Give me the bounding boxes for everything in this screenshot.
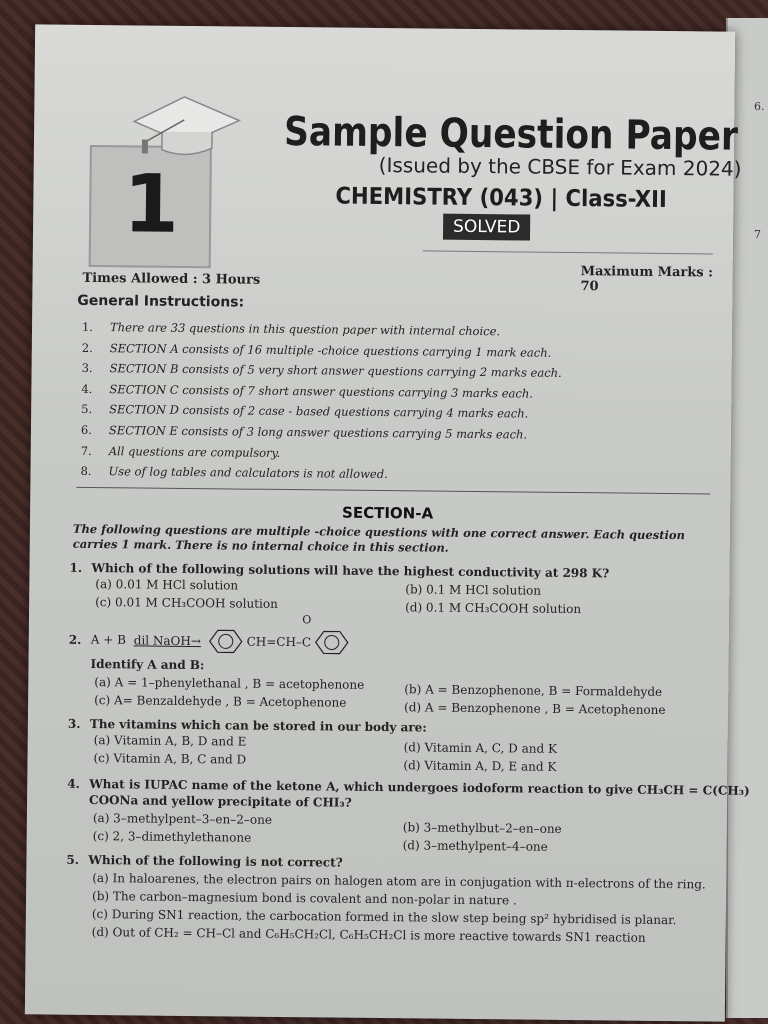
- chapter-badge: [89, 145, 212, 268]
- question-5: [66, 852, 717, 945]
- question-number: 1.: [69, 560, 83, 575]
- benzene-ring-icon: [209, 628, 243, 654]
- carbonyl-oxygen: O: [302, 612, 312, 626]
- adjacent-page-mark: 7: [754, 228, 761, 241]
- section-a-note: The following questions are multiple -choice questions with one correct answer. Each question carries 1 mark. There is no internal choice in this section.: [72, 521, 686, 555]
- instruction-item: 2. SECTION A consists of 16 multiple -choice questions carrying 1 mark each.: [81, 340, 552, 360]
- question-2: [68, 612, 719, 717]
- reaction-equation: [90, 612, 349, 656]
- option-b: (b) 3–methylbut–2–en–one: [402, 820, 562, 836]
- option-d: (d) A = Benzophenone , B = Acetophenone: [403, 700, 666, 717]
- option-a: (a) 3–methylpent–3–en–2–one: [92, 811, 273, 827]
- question-text: Which of the following solutions will have the highest conductivity at 298 K?: [91, 560, 610, 581]
- reaction-arrow: dil NaOH→: [133, 632, 202, 648]
- instructions-list: [80, 317, 642, 488]
- paper-subtitle: (Issued by the CBSE for Exam 2024): [378, 152, 742, 181]
- benzene-ring-icon: [315, 629, 349, 655]
- instruction-item: 3. SECTION B consists of 5 very short answer questions carrying 2 marks each.: [81, 361, 562, 381]
- reagent-label: dil NaOH: [133, 632, 191, 648]
- option-a: (a) A = 1–phenylethanal , B = acetophenone: [94, 675, 365, 692]
- question-3: [67, 716, 718, 774]
- option-d: (d) Out of CH₂ = CH–Cl and C₆H₅CH₂Cl, C₆H₅CH₂Cl is more reactive towards SN1 reaction: [91, 925, 646, 945]
- option-a: (a) In haloarenes, the electron pairs on halogen atom are in conjugation with π-electrons of the ring.: [92, 871, 706, 892]
- question-text: Which of the following is not correct?: [88, 852, 343, 870]
- option-d: (d) 0.1 M CH₃COOH solution: [405, 600, 582, 617]
- section-rule: [76, 487, 710, 495]
- instruction-item: 5. SECTION D consists of 2 case - based questions carrying 4 marks each.: [81, 402, 529, 421]
- question-number: 5.: [66, 852, 80, 867]
- chapter-number: 1: [122, 157, 180, 251]
- paper-subject: CHEMISTRY (043) | Class-XII: [335, 183, 668, 213]
- paper-header: [33, 24, 742, 271]
- instruction-item: 4. SECTION C consists of 7 short answer questions carrying 3 marks each.: [81, 381, 534, 401]
- general-instructions-heading: General Instructions:: [77, 292, 245, 311]
- graduation-cap-icon: [124, 91, 245, 162]
- option-c: (c) During SN1 reaction, the carbocation formed in the slow step being sp² hybridised is planar.: [91, 907, 677, 928]
- time-allowed: Times Allowed : 3 Hours: [82, 270, 261, 288]
- solved-badge: SOLVED: [443, 214, 531, 241]
- question-number: 4.: [67, 776, 80, 791]
- option-b: (d) Vitamin A, C, D and K: [403, 740, 558, 756]
- option-b: (b) 0.1 M HCl solution: [405, 582, 542, 598]
- instruction-item: 7. All questions are compulsory.: [80, 443, 281, 460]
- section-a-heading: SECTION-A: [342, 503, 434, 523]
- product-text: CH=CH–C: [246, 634, 312, 649]
- maximum-marks: Maximum Marks : 70: [580, 264, 714, 295]
- question-paper-page: [25, 24, 750, 1021]
- instruction-item: 8. Use of log tables and calculators is not allowed.: [80, 464, 388, 482]
- paper-title: Sample Question Paper: [283, 108, 739, 160]
- question-text-continued: COONa and yellow precipitate of CHI₃?: [89, 792, 352, 810]
- option-d: (d) Vitamin A, D, E and K: [403, 758, 557, 774]
- question-number: 3.: [67, 716, 81, 731]
- question-text: Identify A and B:: [90, 656, 205, 673]
- reactants: A + B: [90, 632, 127, 647]
- product-chain: [246, 612, 312, 649]
- option-c: (c) A= Benzaldehyde , B = Acetophenone: [94, 693, 347, 710]
- question-number: 2.: [68, 632, 82, 647]
- adjacent-page-mark: 6.: [754, 100, 765, 113]
- question-4: [67, 776, 750, 854]
- option-c: (c) 0.01 M CH₃COOH solution: [95, 595, 278, 611]
- option-d: (d) 3–methylpent–4–one: [402, 838, 548, 854]
- option-c: (c) Vitamin A, B, C and D: [93, 751, 247, 767]
- question-text: The vitamins which can be stored in our body are:: [89, 716, 427, 735]
- instruction-item: 1. There are 33 questions in this question paper with internal choice.: [81, 319, 501, 339]
- option-c: (c) 2, 3–dimethylethanone: [92, 829, 252, 845]
- question-text: What is IUPAC name of the ketone A, which undergoes iodoform reaction to give CH₃CH = C(CH₃): [89, 776, 750, 798]
- option-a: (a) Vitamin A, B, D and E: [93, 733, 247, 749]
- option-a: (a) 0.01 M HCl solution: [95, 577, 239, 593]
- question-1: [69, 560, 720, 617]
- option-b: (b) The carbon–magnesium bond is covalent and non-polar in nature .: [92, 889, 517, 908]
- option-b: (b) A = Benzophenone, B = Formaldehyde: [404, 682, 663, 699]
- instruction-item: 6. SECTION E consists of 3 long answer questions carrying 5 marks each.: [80, 422, 528, 442]
